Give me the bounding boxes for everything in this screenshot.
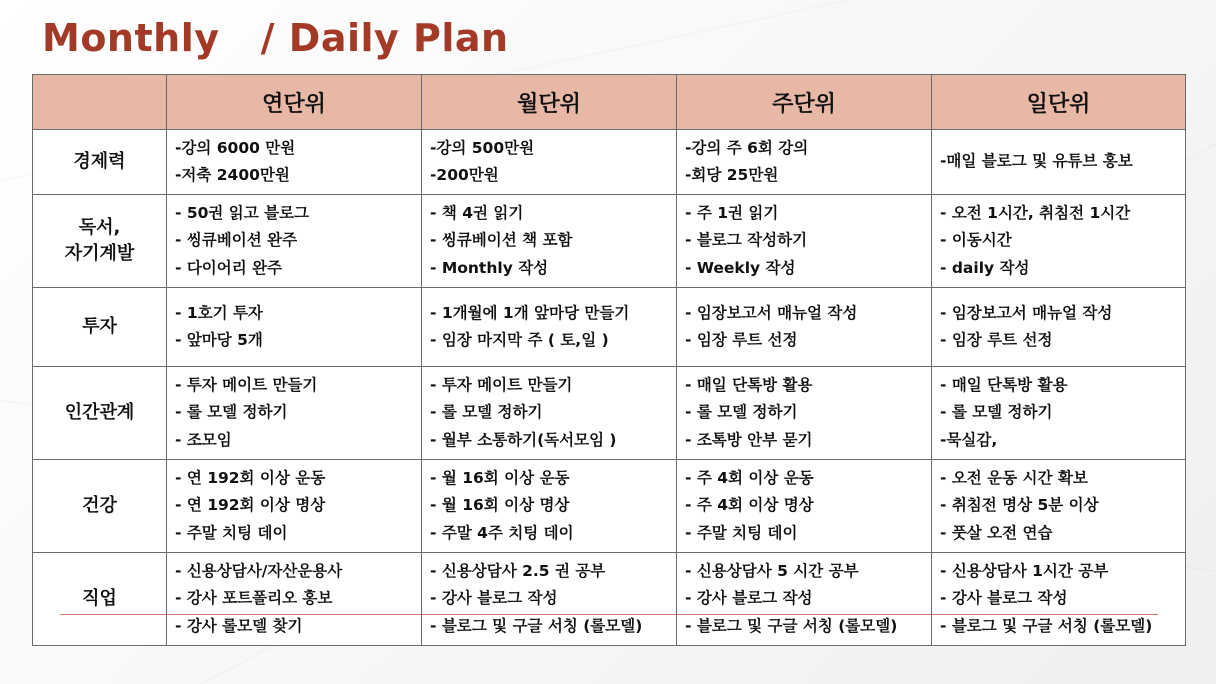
plan-cell <box>677 288 932 367</box>
plan-item: - 다이어리 완주 <box>175 258 283 277</box>
header-corner <box>33 75 167 130</box>
plan-item: - 1호기 투자 <box>175 303 263 322</box>
table-row <box>33 460 1186 553</box>
plan-item: - 50권 읽고 블로그 <box>175 203 310 222</box>
row-label <box>33 367 167 460</box>
table-row <box>33 553 1186 646</box>
plan-item: - 오전 1시간, 취침전 1시간 <box>940 203 1131 222</box>
plan-item: -강의 6000 만원 <box>175 138 296 157</box>
plan-item: - 씽큐베이션 책 포함 <box>430 231 573 250</box>
plan-item: - 블로그 작성하기 <box>685 231 808 250</box>
plan-item: - 롤 모델 정하기 <box>430 403 543 422</box>
table-row <box>33 288 1186 367</box>
table-header-row <box>33 75 1186 130</box>
plan-item: - 주말 치팅 데이 <box>685 523 798 542</box>
plan-cell <box>167 130 422 195</box>
plan-cell <box>677 130 932 195</box>
plan-item: - 조톡방 안부 묻기 <box>685 430 813 449</box>
page-title: Monthly / Daily Plan <box>42 16 509 60</box>
plan-item: - Weekly 작성 <box>685 258 796 277</box>
plan-table <box>32 74 1186 646</box>
plan-item: - 주말 치팅 데이 <box>175 523 288 542</box>
plan-cell <box>677 195 932 288</box>
row-label-line: 직업 <box>82 588 117 609</box>
plan-item: - 신용상담사/자산운용사 <box>175 561 343 580</box>
plan-item: - 오전 운동 시간 확보 <box>940 468 1088 487</box>
plan-item: -매일 블로그 및 유튜브 홍보 <box>940 152 1133 171</box>
plan-item: - 신용상담사 5 시간 공부 <box>685 561 859 580</box>
plan-item: - 블로그 및 구글 서칭 (롤모델) <box>940 616 1153 635</box>
plan-cell <box>422 460 677 553</box>
plan-cell <box>932 460 1186 553</box>
plan-item: - 강사 포트폴리오 홍보 <box>175 589 333 608</box>
row-label <box>33 460 167 553</box>
plan-item: - 풋살 오전 연습 <box>940 523 1053 542</box>
plan-item: - daily 작성 <box>940 258 1030 277</box>
plan-item: - 주 4회 이상 운동 <box>685 468 814 487</box>
plan-item: - 취침전 명상 5분 이상 <box>940 496 1099 515</box>
plan-item: - 월 16회 이상 명상 <box>430 496 570 515</box>
plan-item: - 신용상담사 2.5 권 공부 <box>430 561 606 580</box>
plan-cell <box>422 553 677 646</box>
plan-item: -회당 25만원 <box>685 166 779 184</box>
plan-item: - 연 192회 이상 명상 <box>175 496 326 515</box>
plan-cell <box>932 130 1186 195</box>
plan-cell <box>932 195 1186 288</box>
plan-item: - 주 4회 이상 명상 <box>685 496 814 515</box>
row-label-line: 자기계발 <box>64 243 135 264</box>
plan-item: - 월 16회 이상 운동 <box>430 468 570 487</box>
column-header-yearly: 연단위 <box>167 75 422 130</box>
plan-item: - 롤 모델 정하기 <box>685 403 798 422</box>
plan-item: - 강사 블로그 작성 <box>430 589 558 608</box>
plan-item: - 강사 롤모델 찾기 <box>175 616 303 635</box>
plan-item: -저축 2400만원 <box>175 166 290 184</box>
plan-item: - 주 1권 읽기 <box>685 203 779 222</box>
plan-item: - 앞마당 5개 <box>175 331 263 349</box>
plan-item: - 이동시간 <box>940 231 1012 250</box>
plan-item: - 연 192회 이상 운동 <box>175 468 326 487</box>
plan-item: -묵실감, <box>940 430 998 449</box>
plan-cell <box>932 553 1186 646</box>
plan-item: - 주말 4주 치팅 데이 <box>430 523 574 542</box>
plan-item: - Monthly 작성 <box>430 258 549 277</box>
plan-item: - 강사 블로그 작성 <box>940 589 1068 608</box>
plan-cell <box>677 460 932 553</box>
plan-item: - 투자 메이트 만들기 <box>175 375 318 394</box>
plan-item: - 임장 루트 선정 <box>685 331 798 349</box>
plan-item: - 월부 소통하기(독서모임 ) <box>430 430 617 449</box>
plan-item: - 임장 마지막 주 ( 토,일 ) <box>430 331 609 349</box>
plan-item: -강의 주 6회 강의 <box>685 138 809 157</box>
column-header-monthly: 월단위 <box>422 75 677 130</box>
row-label-line: 건강 <box>82 495 117 516</box>
column-header-weekly: 주단위 <box>677 75 932 130</box>
row-label <box>33 130 167 195</box>
plan-cell <box>422 367 677 460</box>
plan-item: - 강사 블로그 작성 <box>685 589 813 608</box>
row-label-line: 인간관계 <box>64 402 135 423</box>
plan-cell <box>167 195 422 288</box>
plan-item: - 블로그 및 구글 서칭 (롤모델) <box>685 616 898 635</box>
row-label-line: 독서, <box>78 217 121 238</box>
plan-cell <box>677 367 932 460</box>
plan-cell <box>167 553 422 646</box>
plan-item: -강의 500만원 <box>430 138 535 157</box>
row-label <box>33 553 167 646</box>
row-label-line: 경제력 <box>73 151 126 172</box>
table-body <box>33 130 1186 646</box>
plan-cell <box>422 288 677 367</box>
plan-item: - 롤 모델 정하기 <box>175 403 288 422</box>
plan-item: - 임장보고서 매뉴얼 작성 <box>685 303 858 322</box>
plan-item: - 책 4권 읽기 <box>430 203 524 222</box>
table-row <box>33 195 1186 288</box>
plan-item: - 매일 단톡방 활용 <box>940 375 1068 394</box>
plan-cell <box>932 367 1186 460</box>
plan-cell <box>932 288 1186 367</box>
table-row <box>33 130 1186 195</box>
column-header-daily: 일단위 <box>932 75 1186 130</box>
plan-cell <box>422 130 677 195</box>
row-label-line: 투자 <box>82 316 117 337</box>
row-label <box>33 195 167 288</box>
plan-cell <box>167 367 422 460</box>
plan-item: - 매일 단톡방 활용 <box>685 375 813 394</box>
plan-item: -200만원 <box>430 166 499 184</box>
plan-item: - 임장 루트 선정 <box>940 331 1053 349</box>
plan-cell <box>167 460 422 553</box>
plan-cell <box>677 553 932 646</box>
plan-item: - 투자 메이트 만들기 <box>430 375 573 394</box>
plan-item: - 롤 모델 정하기 <box>940 403 1053 422</box>
plan-item: - 블로그 및 구글 서칭 (롤모델) <box>430 616 643 635</box>
plan-cell <box>167 288 422 367</box>
red-underline-annotation <box>60 614 1158 615</box>
plan-item: - 1개월에 1개 앞마당 만들기 <box>430 303 630 322</box>
plan-item: - 조모임 <box>175 430 232 449</box>
plan-item: - 임장보고서 매뉴얼 작성 <box>940 303 1113 322</box>
plan-item: - 신용상담사 1시간 공부 <box>940 561 1109 580</box>
table-row <box>33 367 1186 460</box>
plan-cell <box>422 195 677 288</box>
plan-item: - 씽큐베이션 완주 <box>175 231 298 250</box>
row-label <box>33 288 167 367</box>
